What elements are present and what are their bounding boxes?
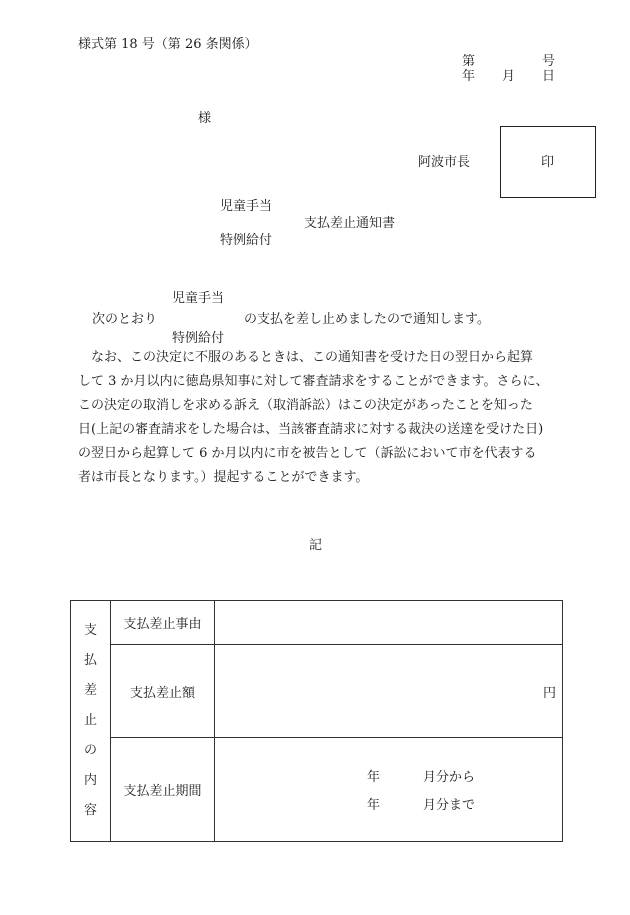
ki-heading: 記 (309, 538, 323, 553)
date-day-label: 日 (542, 69, 556, 84)
amount-label: 支払差止額 (111, 645, 215, 738)
notice-prefix: 次のとおり (92, 312, 158, 327)
notice-option-child-allowance: 児童手当 (172, 291, 225, 306)
form-number-label: 様式第 18 号（第 26 条関係） (78, 37, 258, 52)
reason-value-cell (215, 601, 563, 645)
seal-label: 印 (541, 155, 555, 170)
instruction-line: なお、この決定に不服のあるときは、この通知書を受けた日の翌日から起算 (91, 350, 534, 365)
reason-label: 支払差止事由 (111, 601, 215, 645)
period-from-year: 年 (367, 770, 381, 785)
instruction-line: 者は市長となります。）提起することができます。 (78, 470, 369, 485)
document-number-prefix: 第 (462, 54, 476, 69)
table-row (71, 601, 563, 645)
period-to-suffix: 月分まで (423, 798, 476, 813)
title-option-special-benefit: 特例給付 (220, 233, 273, 248)
appeal-instructions (78, 346, 558, 490)
table-row (71, 738, 563, 842)
issuer-title: 阿波市長 (418, 155, 471, 170)
instruction-line: して 3 か月以内に徳島県知事に対して審査請求をすることができます。さらに、 (78, 374, 549, 389)
period-to-year: 年 (367, 798, 381, 813)
notice-suffix: の支払を差し止めましたので通知します。 (244, 312, 490, 327)
section-heading-vertical: 支 払 差 止 の 内 容 (71, 601, 111, 842)
table-row (71, 645, 563, 738)
period-value-cell (215, 738, 563, 842)
document-title: 支払差止通知書 (304, 216, 396, 231)
title-option-child-allowance: 児童手当 (220, 199, 273, 214)
instruction-line: 日(上記の審査請求をした場合は、当該審査請求に対する裁決の送達を受けた日) (78, 422, 544, 437)
period-label: 支払差止期間 (111, 738, 215, 842)
detail-table (70, 600, 563, 842)
amount-unit: 円 (215, 645, 563, 738)
date-year-label: 年 (462, 69, 476, 84)
instruction-line: この決定の取消しを求める訴え（取消訴訟）はこの決定があったことを知った (78, 398, 533, 413)
addressee-honorific: 様 (198, 111, 212, 126)
date-month-label: 月 (502, 69, 516, 84)
document-number-suffix: 号 (542, 54, 556, 69)
notice-option-special-benefit: 特例給付 (172, 331, 225, 346)
instruction-line: の翌日から起算して 6 か月以内に市を被告として（訴訟において市を代表する (78, 446, 537, 461)
period-from-suffix: 月分から (423, 770, 476, 785)
